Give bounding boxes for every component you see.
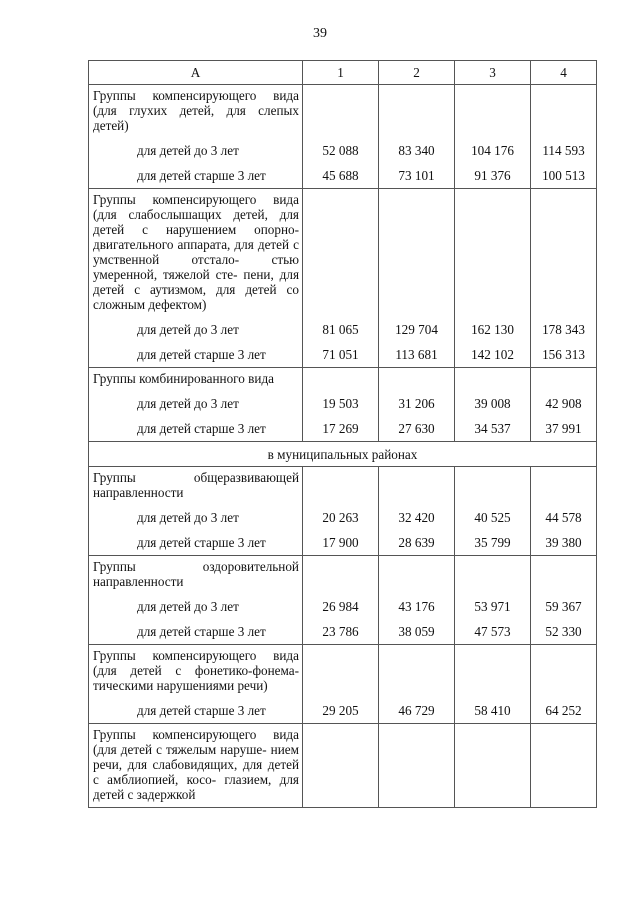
value-cell-col-1: 81 065 — [303, 317, 379, 342]
empty-cell — [531, 556, 597, 595]
empty-cell — [379, 556, 455, 595]
empty-cell — [303, 368, 379, 392]
empty-cell — [455, 189, 531, 318]
table-body — [89, 85, 597, 808]
group-title-line: (для детей с тяжелым наруше- — [93, 742, 267, 757]
row-label: для детей до 3 лет — [89, 317, 303, 342]
value-cell-col-3: 47 573 — [455, 619, 531, 645]
group-title-line: двигательного аппарата, для — [93, 237, 254, 252]
table-header-row — [89, 61, 597, 85]
value-cell-col-4: 156 313 — [531, 342, 597, 368]
section-title: в муниципальных районах — [89, 442, 597, 467]
tariff-table — [88, 60, 597, 808]
table-row — [89, 619, 597, 645]
empty-cell — [379, 85, 455, 139]
value-cell-col-4: 52 330 — [531, 619, 597, 645]
group-title-line: Группы компенсирующего вида — [93, 648, 299, 663]
group-title-line: детей) — [93, 118, 129, 133]
empty-cell — [455, 724, 531, 808]
table-row — [89, 698, 597, 724]
value-cell-col-1: 52 088 — [303, 138, 379, 163]
value-cell-col-2: 43 176 — [379, 594, 455, 619]
group-title — [89, 85, 303, 139]
value-cell-col-3: 39 008 — [455, 391, 531, 416]
empty-cell — [303, 556, 379, 595]
empty-cell — [379, 645, 455, 699]
group-title-line: пени, для детей с аутизмом, для — [93, 267, 300, 297]
value-cell-col-3: 142 102 — [455, 342, 531, 368]
table-row — [89, 342, 597, 368]
value-cell-col-4: 44 578 — [531, 505, 597, 530]
value-cell-col-3: 91 376 — [455, 163, 531, 189]
group-title-line: детей со сложным дефектом) — [93, 282, 299, 312]
row-label: для детей старше 3 лет — [89, 698, 303, 724]
empty-cell — [455, 467, 531, 506]
value-cell-col-3: 34 537 — [455, 416, 531, 442]
group-title-line: детей с умственной отстало- — [93, 237, 300, 267]
value-cell-col-2: 113 681 — [379, 342, 455, 368]
page-number: 39 — [313, 26, 327, 41]
header-cell-a: А — [89, 61, 303, 85]
group-title-line: (для слабослышащих детей, для — [93, 207, 299, 222]
value-cell-col-1: 23 786 — [303, 619, 379, 645]
value-cell-col-4: 178 343 — [531, 317, 597, 342]
row-label: для детей старше 3 лет — [89, 163, 303, 189]
value-cell-col-4: 114 593 — [531, 138, 597, 163]
group-title-line: Группы общеразвивающей — [93, 470, 299, 485]
value-cell-col-1: 29 205 — [303, 698, 379, 724]
value-cell-col-3: 104 176 — [455, 138, 531, 163]
value-cell-col-3: 35 799 — [455, 530, 531, 556]
empty-cell — [379, 724, 455, 808]
header-cell-4: 4 — [531, 61, 597, 85]
row-label: для детей старше 3 лет — [89, 342, 303, 368]
row-label: для детей до 3 лет — [89, 594, 303, 619]
group-title-line: нием речи, для слабовидящих, — [93, 742, 299, 772]
row-label: для детей до 3 лет — [89, 505, 303, 530]
empty-cell — [455, 368, 531, 392]
group-title-line: глазием, для детей с задержкой — [93, 772, 299, 802]
table-row — [89, 138, 597, 163]
group-title — [89, 556, 303, 595]
value-cell-col-4: 42 908 — [531, 391, 597, 416]
value-cell-col-4: 39 380 — [531, 530, 597, 556]
empty-cell — [455, 85, 531, 139]
row-label: для детей старше 3 лет — [89, 416, 303, 442]
group-title-line: Группы комбинированного — [93, 371, 245, 386]
empty-cell — [303, 645, 379, 699]
empty-cell — [531, 724, 597, 808]
empty-cell — [379, 368, 455, 392]
group-title-line: (для глухих детей, для слепых — [93, 103, 299, 118]
table-row — [89, 594, 597, 619]
row-label: для детей старше 3 лет — [89, 530, 303, 556]
empty-cell — [455, 645, 531, 699]
empty-cell — [303, 724, 379, 808]
header-cell-2: 2 — [379, 61, 455, 85]
value-cell-col-4: 37 991 — [531, 416, 597, 442]
value-cell-col-3: 58 410 — [455, 698, 531, 724]
row-label: для детей старше 3 лет — [89, 619, 303, 645]
value-cell-col-2: 27 630 — [379, 416, 455, 442]
group-title-line: детей с нарушением опорно- — [93, 222, 299, 237]
group-title-row — [89, 556, 597, 595]
empty-cell — [303, 467, 379, 506]
table-row — [89, 530, 597, 556]
value-cell-col-1: 17 269 — [303, 416, 379, 442]
value-cell-col-2: 46 729 — [379, 698, 455, 724]
value-cell-col-2: 32 420 — [379, 505, 455, 530]
group-title-line: направленности — [93, 485, 184, 500]
group-title-line: стью умеренной, тяжелой сте- — [93, 252, 300, 282]
empty-cell — [531, 368, 597, 392]
value-cell-col-1: 17 900 — [303, 530, 379, 556]
table-row — [89, 317, 597, 342]
group-title-line: Группы компенсирующего вида — [93, 727, 299, 742]
table-row — [89, 416, 597, 442]
table-row — [89, 163, 597, 189]
section-row — [89, 442, 597, 467]
group-title-line: Группы оздоровительной — [93, 559, 299, 574]
header-cell-1: 1 — [303, 61, 379, 85]
value-cell-col-3: 53 971 — [455, 594, 531, 619]
empty-cell — [379, 467, 455, 506]
value-cell-col-4: 64 252 — [531, 698, 597, 724]
value-cell-col-2: 31 206 — [379, 391, 455, 416]
row-label: для детей до 3 лет — [89, 138, 303, 163]
value-cell-col-1: 26 984 — [303, 594, 379, 619]
group-title — [89, 645, 303, 699]
value-cell-col-1: 20 263 — [303, 505, 379, 530]
group-title-row — [89, 645, 597, 699]
empty-cell — [303, 85, 379, 139]
group-title-row — [89, 467, 597, 506]
value-cell-col-2: 73 101 — [379, 163, 455, 189]
header-cell-3: 3 — [455, 61, 531, 85]
group-title-line: (для детей с фонетико-фонема- — [93, 663, 299, 678]
group-title — [89, 724, 303, 808]
group-title-line: направленности — [93, 574, 184, 589]
group-title-line: тическими нарушениями речи) — [93, 678, 268, 693]
group-title-row — [89, 189, 597, 318]
group-title-row — [89, 368, 597, 392]
value-cell-col-2: 38 059 — [379, 619, 455, 645]
value-cell-col-2: 83 340 — [379, 138, 455, 163]
empty-cell — [531, 85, 597, 139]
group-title-row — [89, 85, 597, 139]
empty-cell — [531, 189, 597, 318]
value-cell-col-3: 162 130 — [455, 317, 531, 342]
value-cell-col-1: 71 051 — [303, 342, 379, 368]
table-row — [89, 505, 597, 530]
row-label: для детей до 3 лет — [89, 391, 303, 416]
group-title-line: для детей с амблиопией, косо- — [93, 757, 299, 787]
empty-cell — [531, 645, 597, 699]
value-cell-col-2: 129 704 — [379, 317, 455, 342]
empty-cell — [379, 189, 455, 318]
group-title-line: Группы компенсирующего вида — [93, 88, 299, 103]
value-cell-col-2: 28 639 — [379, 530, 455, 556]
value-cell-col-1: 45 688 — [303, 163, 379, 189]
value-cell-col-3: 40 525 — [455, 505, 531, 530]
value-cell-col-4: 59 367 — [531, 594, 597, 619]
value-cell-col-4: 100 513 — [531, 163, 597, 189]
empty-cell — [531, 467, 597, 506]
group-title — [89, 467, 303, 506]
empty-cell — [303, 189, 379, 318]
value-cell-col-1: 19 503 — [303, 391, 379, 416]
empty-cell — [455, 556, 531, 595]
group-title-line: Группы компенсирующего вида — [93, 192, 299, 207]
group-title-row — [89, 724, 597, 808]
table-row — [89, 391, 597, 416]
group-title — [89, 368, 303, 392]
group-title — [89, 189, 303, 318]
group-title-line: вида — [248, 371, 275, 386]
